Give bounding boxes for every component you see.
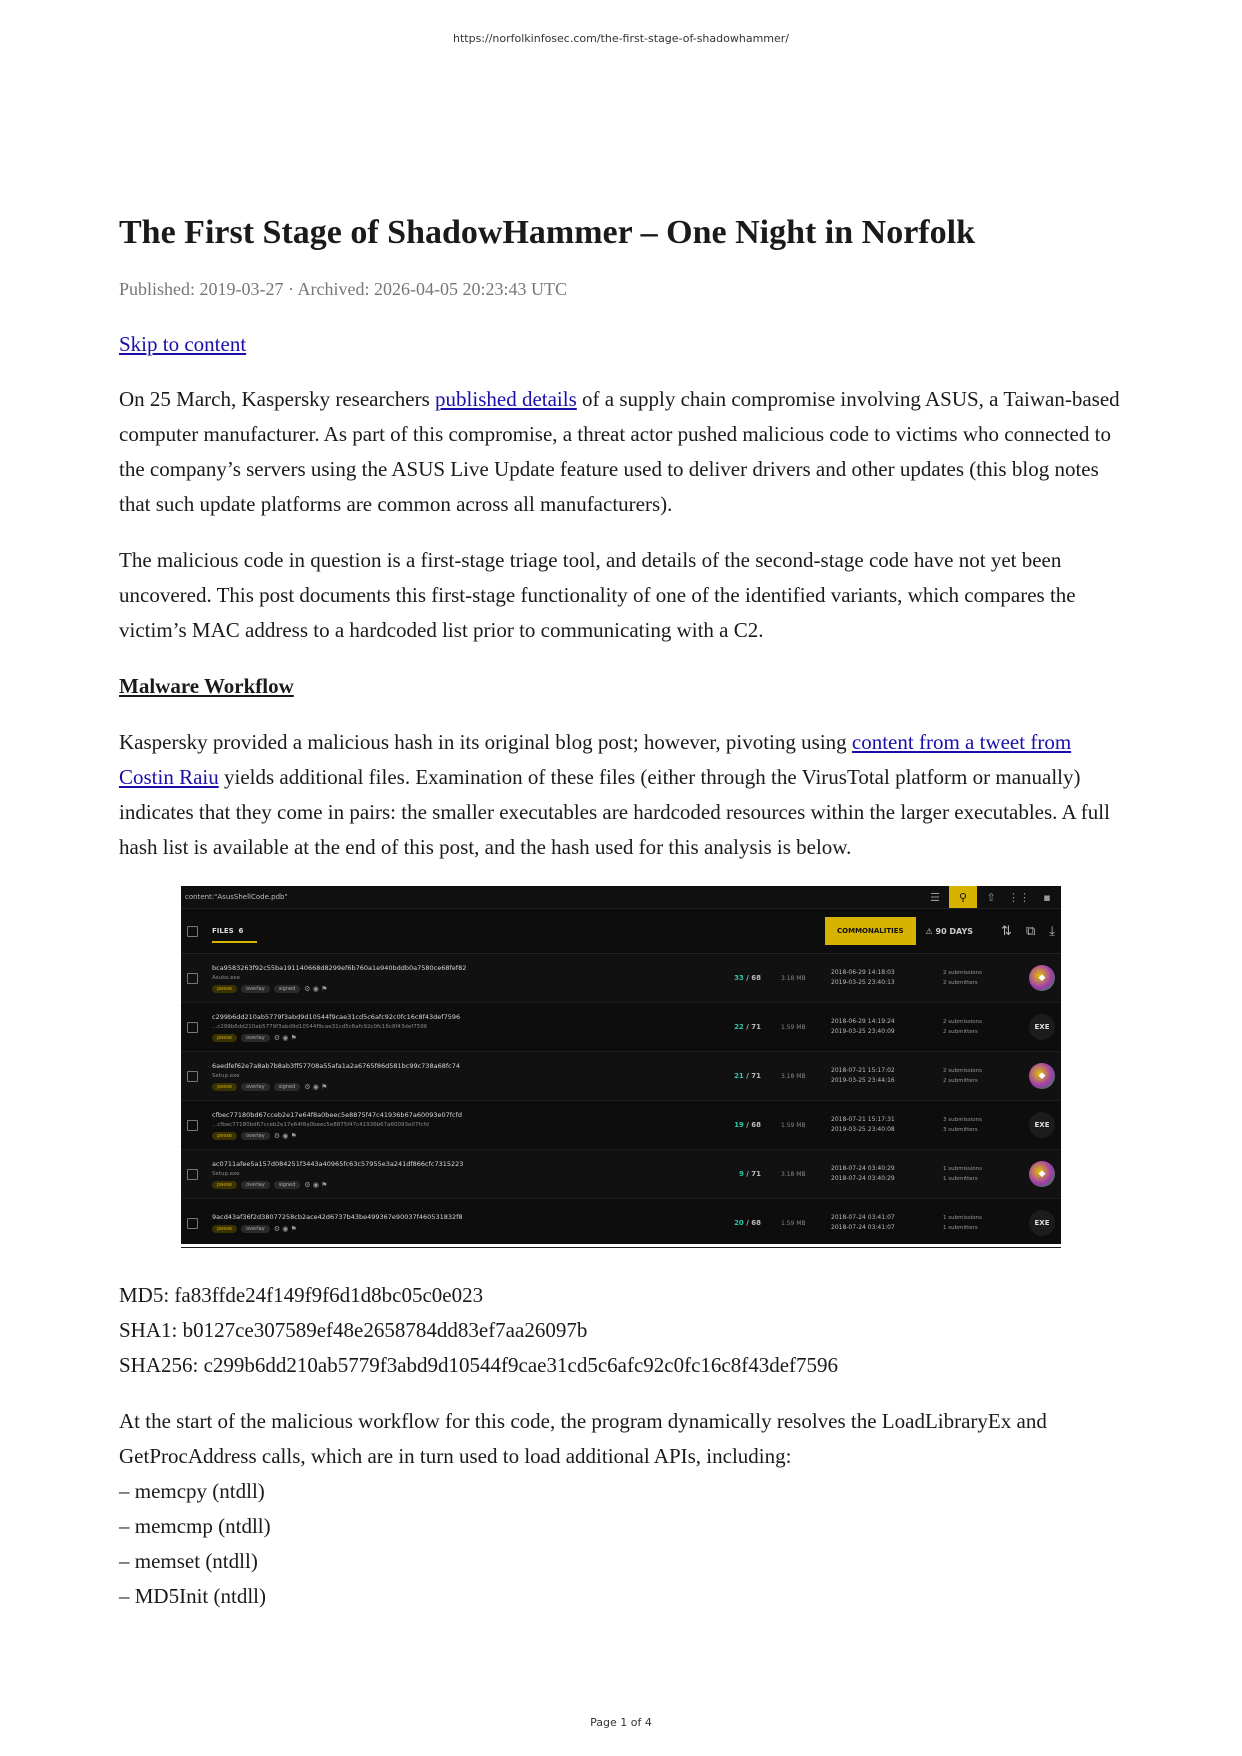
paragraph-workflow: At the start of the malicious workflow for this code, the program dynamically resolves the LoadLibraryEx and GetProcAddress calls, which are in turn used to load additional APIs, including: [119,1409,1047,1468]
file-tag: peexe [212,1132,237,1140]
table-row [181,1101,1061,1150]
tag-icons: ⚙ ◉ ⚑ [304,984,328,993]
submission-counts: 2 submissions 2 submitters [943,1068,982,1084]
file-tag: peexe [212,1083,237,1091]
detection-ratio: 19 / 68 [734,1121,761,1129]
table-row [181,1199,1061,1248]
search-icon: ⚲ [949,886,977,908]
download-icon: ⤓ [1049,923,1055,939]
commonalities-button: COMMONALITIES [825,917,916,945]
file-name: Setup.exe [212,1170,240,1177]
section-heading-malware-workflow: Malware Workflow [119,674,294,698]
paragraph-intro [119,382,1123,522]
file-size: 3.18 MB [781,974,806,982]
file-tag: overlay [241,985,270,993]
vt-results-toolbar [181,909,1061,954]
file-tag: signed [274,985,301,993]
file-tag: overlay [241,1083,270,1091]
publish-meta: Published: 2019-03-27 · Archived: 2026-04-05 20:23:43 UTC [119,279,567,299]
row-checkbox [187,1120,198,1131]
api-list [119,1474,1123,1614]
tweet-link[interactable]: content from a tweet from Costin Raiu [119,730,1072,789]
file-size: 1.59 MB [781,1023,806,1031]
tag-icons: ⚙ ◉ ⚑ [304,1180,328,1189]
tag-icons: ⚙ ◉ ⚑ [273,1131,297,1140]
detection-ratio: 20 / 68 [734,1219,761,1227]
detection-ratio: 9 / 71 [738,1170,761,1178]
tag-icons: ⚙ ◉ ⚑ [304,1082,328,1091]
hash-block [119,1278,1123,1383]
intro-text-a: On 25 March, Kaspersky researchers [119,387,436,411]
app-file-icon: ◆ [1029,1161,1055,1187]
sha1-hash: SHA1: b0127ce307589ef48e2658784dd83ef7aa26097b [119,1318,588,1342]
sha256-hash: SHA256: c299b6dd210ab5779f3abd9d10544f9cae31cd5c6afc92c0fc16c8f43def7596 [119,1353,839,1377]
table-row [181,1003,1061,1052]
virustotal-screenshot [181,886,1061,1244]
vt-file-list [181,954,1061,1248]
filter-icon: ☰ [930,890,940,904]
file-tag: peexe [212,1181,237,1189]
tag-icons: ⚙ ◉ ⚑ [273,1033,297,1042]
file-tag: peexe [212,1034,237,1042]
file-hash: bca9583263f92c55ba191140668d8299ef6b760a1e940bddb0a7580ce68fef82 [212,963,467,972]
file-hash: 6aedfef62e7a8ab7b8ab3ff57708a55afa1a2a6765f86d581bc99c738a68fc74 [212,1061,460,1070]
days-filter: ⚠ 90 DAYS [925,926,974,936]
seen-dates: 2018-07-24 03:41:07 2018-07-24 03:41:07 [831,1214,895,1231]
vt-search-bar [181,886,1061,909]
list-item: – MD5Init (ntdll) [119,1584,266,1608]
article-title: The First Stage of ShadowHammer – One Night in Norfolk [119,214,975,251]
copy-icon: ⧉ [1025,923,1036,939]
upload-icon: ⇧ [986,890,996,904]
detection-ratio: 21 / 71 [734,1072,761,1080]
list-item: – memcpy (ntdll) [119,1479,265,1503]
paragraph-pivot [119,725,1123,865]
file-name: Setup.exe [212,1072,240,1079]
submission-counts: 1 submissions 1 submitters [943,1166,982,1182]
seen-dates: 2018-06-29 14:18:03 2019-03-25 23:40:13 [831,969,895,986]
file-tag: peexe [212,1225,237,1233]
row-checkbox [187,1071,198,1082]
file-tag: signed [274,1181,301,1189]
file-tag: overlay [241,1181,270,1189]
file-size: 1.59 MB [781,1219,806,1227]
page-number: Page 1 of 4 [590,1716,652,1729]
published-details-link[interactable]: published details [435,387,577,411]
file-tag: overlay [241,1225,270,1233]
file-hash: ac0711afee5a157d084251f3443a40965fc63c57955e3a241df866cfc7315223 [212,1159,464,1168]
detection-ratio: 33 / 68 [734,974,761,982]
exe-file-icon: EXE [1029,1112,1055,1138]
tag-icons: ⚙ ◉ ⚑ [273,1225,297,1233]
paragraph-triage: The malicious code in question is a first-stage triage tool, and details of the second-stage code have not yet been uncovered. This post documents this first-stage functionality of one of the identified variants, which compares the victim’s MAC address to a hardcoded list prior to communicating with a C2. [119,548,1076,642]
intro-text-b: of a supply chain compromise involving ASUS, a Taiwan-based computer manufacturer. As part of this compromise, a threat actor pushed malicious code to victims who connected to the company’s servers using the ASUS Live Update feature used to deliver drivers and other updates (this blog notes that such update platforms are common across all manufacturers). [119,387,1120,516]
select-all-checkbox [187,926,198,937]
file-name: ...cfbec77180bd67cceb2e17e64f8a0beec5e8875f47c41936b67a60093e07fcfd [212,1121,429,1128]
row-checkbox [187,1022,198,1033]
table-row [181,954,1061,1003]
page-url: https://norfolkinfosec.com/the-first-stage-of-shadowhammer/ [452,32,789,45]
submission-counts: 2 submissions 2 submitters [943,970,982,986]
row-checkbox [187,1169,198,1180]
file-hash: c299b6dd210ab5779f3abd9d10544f9cae31cd5c6afc92c0fc16c8f43def7596 [212,1012,461,1021]
file-hash: 9acd43af36f2d38077258cb2ace42d6737b43be499367e90037f460531832f8 [212,1213,463,1221]
exe-file-icon: EXE [1029,1210,1055,1236]
list-item: – memset (ntdll) [119,1549,258,1573]
table-row [181,1052,1061,1101]
vt-query-text: content:"AsusShellCode.pdb" [185,893,288,901]
file-size: 1.59 MB [781,1121,806,1129]
seen-dates: 2018-07-21 15:17:31 2019-03-25 23:40:08 [831,1116,895,1133]
chat-icon: ▪ [1043,890,1051,904]
seen-dates: 2018-07-21 15:17:02 2019-03-25 23:44:16 [831,1067,895,1084]
exe-file-icon: EXE [1029,1014,1055,1040]
file-size: 3.18 MB [781,1170,806,1178]
file-tag: overlay [241,1132,270,1140]
app-file-icon: ◆ [1029,965,1055,991]
files-tab: FILES 6 [212,927,825,935]
file-hash: cfbec77180bd67cceb2e17e64f8a0beec5e8875f47c41936b67a60093e07fcfd [212,1110,463,1119]
app-file-icon: ◆ [1029,1063,1055,1089]
submission-counts: 2 submissions 2 submitters [943,1019,982,1035]
row-checkbox [187,973,198,984]
file-tag: signed [274,1083,301,1091]
pivot-text-a: Kaspersky provided a malicious hash in its original blog post; however, pivoting using [119,730,852,754]
pivot-text-b: yields additional files. Examination of these files (either through the VirusTotal platform or manually) indicates that they come in pairs: the smaller executables are hardcoded resources within the larger executables. A full hash list is available at the end of this post, and the hash used for this analysis is below. [119,765,1110,859]
article [119,213,1123,1614]
file-tag: overlay [241,1034,270,1042]
row-checkbox [187,1218,198,1229]
md5-hash: MD5: fa83ffde24f149f9f6d1d8bc05c0e023 [119,1283,484,1307]
list-item: – memcmp (ntdll) [119,1514,271,1538]
grid-icon: ⋮⋮ [1008,890,1030,904]
seen-dates: 2018-06-29 14:19:24 2019-03-25 23:40:09 [831,1018,895,1035]
table-row [181,1150,1061,1199]
file-name: Asuke.exe [212,974,240,981]
file-tag: peexe [212,985,237,993]
file-size: 3.18 MB [781,1072,806,1080]
sort-icon: ⇅ [1001,923,1012,939]
skip-to-content-link[interactable]: Skip to content [119,332,247,356]
seen-dates: 2018-07-24 03:40:29 2018-07-24 03:40:29 [831,1165,895,1182]
submission-counts: 3 submissions 3 submitters [943,1117,982,1133]
file-name: ...c299b6dd210ab5779f3abd9d10544f9cae31cd5c6afc92c0fc16c8f43def7596 [212,1023,428,1030]
submission-counts: 1 submissions 1 submitters [943,1215,982,1231]
detection-ratio: 22 / 71 [734,1023,761,1031]
